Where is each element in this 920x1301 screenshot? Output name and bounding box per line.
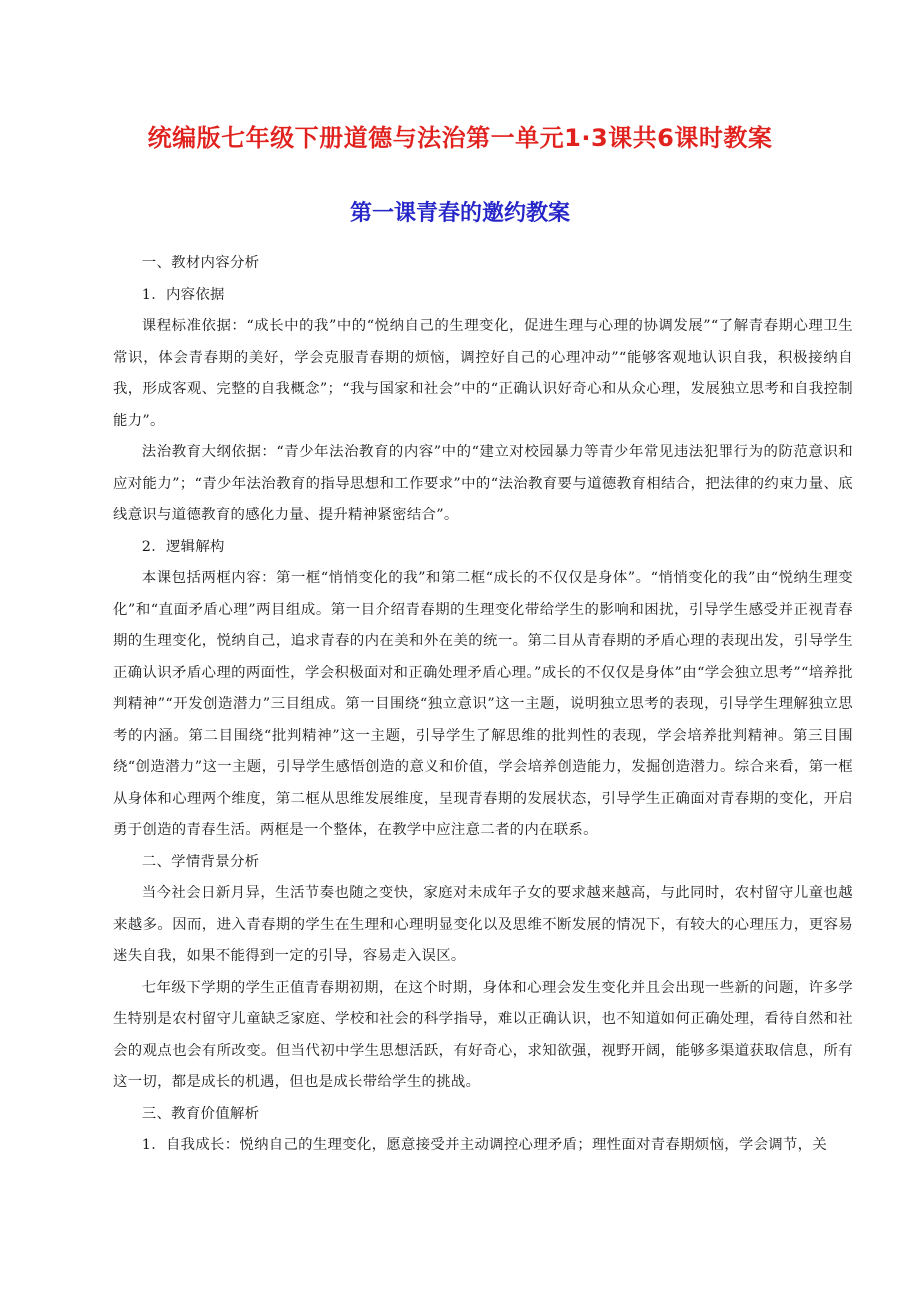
body-paragraph: 本课包括两框内容：第一框“悄悄变化的我”和第二框“成长的不仅仅是身体”。“悄悄变化的我”由“悦纳生理变化”和“直面矛盾心理”两目组成。第一目介绍青春期的生理变化带给学生的影响和困扰，引导学生感受并正视青春期的生理变化，悦纳自己，追求青春的内在美和外在美的统一。第二目从青春期的矛盾心理的表现出发，引导学生正确认识矛盾心理的两面性，学会积极面对和正确处理矛盾心理。”成长的不仅仅是身体”由“学会独立思考”“培养批判精神”“开发创造潜力”三目组成。第一目围绕“独立意识”这一主题，说明独立思考的表现，引导学生理解独立思考的内涵。第二目围绕“批判精神”这一主题，引导学生了解思维的批判性的表现，学会培养批判精神。第三目围绕“创造潜力”这一主题，引导学生感悟创造的意义和价值，学会培养创造能力，发掘创造潜力。综合来看，第一框从身体和心理两个维度，第二框从思维发展维度，呈现青春期的发展状态，引导学生正确面对青春期的变化，开启勇于创造的青春生活。两框是一个整体，在教学中应注意二者的内在联系。	[113, 570, 853, 838]
body-paragraph: 法治教育大纲依据：“青少年法治教育的内容”中的“建立对校园暴力等青少年常见违法犯罪行为的防范意识和应对能力”；“青少年法治教育的指导思想和工作要求”中的“法治教育要与道德教育相结合，把法律的约束力量、底线意识与道德教育的感化力量、提升精神紧密结合”。	[113, 444, 853, 523]
section-heading: 三、教育价值解析	[141, 1105, 260, 1122]
document-body	[113, 248, 853, 1162]
document-title: 统编版七年级下册道德与法治第一单元1·3课共6课时教案	[147, 124, 773, 152]
lesson-title: 第一课青春的邀约教案	[349, 201, 570, 226]
section-heading: 1．内容依据	[141, 286, 225, 303]
body-paragraph: 当今社会日新月异，生活节奏也随之变快，家庭对未成年子女的要求越来越高，与此同时，农村留守儿童也越来越多。因而，进入青春期的学生在生理和心理明显变化以及思维不断发展的情况下，有较大的心理压力，更容易迷失自我，如果不能得到一定的引导，容易走入误区。	[113, 885, 853, 964]
body-paragraph: 课程标准依据：“成长中的我”中的“悦纳自己的生理变化，促进生理与心理的协调发展”“了解青春期心理卫生常识，体会青春期的美好，学会克服青春期的烦恼，调控好自己的心理冲动”“能够客观地认识自我，积极接纳自我，形成客观、完整的自我概念”；“我与国家和社会”中的“正确认识好奇心和从众心理，发展独立思考和自我控制能力”。	[113, 318, 853, 429]
section-heading: 一、教材内容分析	[141, 255, 260, 271]
section-heading: 二、学情背景分析	[141, 853, 260, 870]
section-heading: 2．逻辑解构	[141, 538, 225, 555]
body-paragraph: 七年级下学期的学生正值青春期初期，在这个时期，身体和心理会发生变化并且会出现一些新的问题，许多学生特别是农村留守儿童缺乏家庭、学校和社会的科学指导，难以正确认识，也不知道如何正确处理，看待自然和社会的观点也会有所改变。但当代初中学生思想活跃，有好奇心，求知欲强，视野开阔，能够多渠道获取信息，所有这一切，都是成长的机遇，但也是成长带给学生的挑战。	[113, 979, 853, 1090]
section-heading: 1．自我成长：悦纳自己的生理变化，愿意接受并主动调控心理矛盾；理性面对青春期烦恼，学会调节，关	[141, 1137, 828, 1153]
